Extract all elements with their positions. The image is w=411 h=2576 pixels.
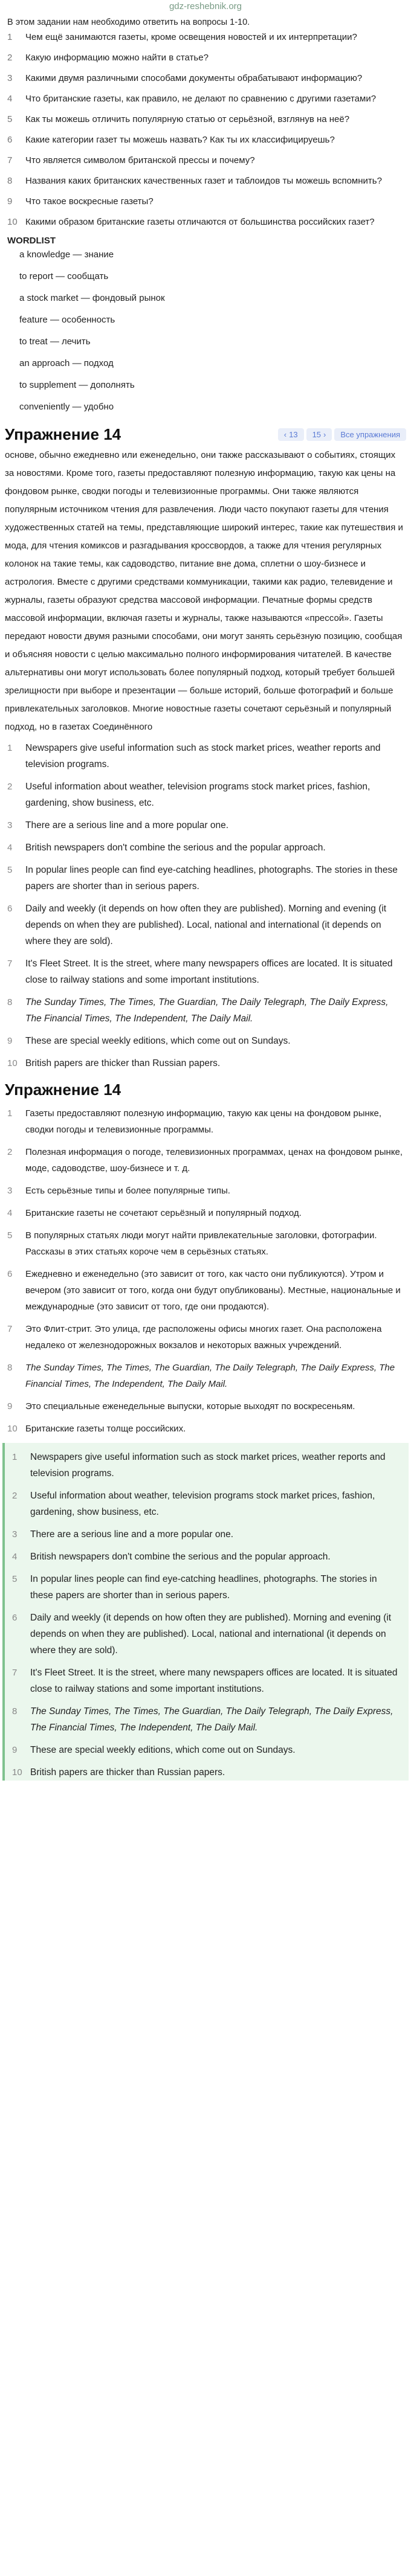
item-text: These are special weekly editions, which come out on Sundays.	[30, 1745, 296, 1755]
item-number: 10	[7, 1424, 18, 1434]
item-number: 7	[12, 1668, 18, 1678]
list-item	[7, 30, 404, 45]
item-text: In popular lines people can find eye-catching headlines, photographs. The stories in these papers are shorter than in serious papers.	[30, 1574, 377, 1601]
list-item	[12, 1571, 401, 1604]
list-item	[7, 1321, 404, 1354]
item-number: 10	[12, 1767, 22, 1778]
question-list	[0, 30, 411, 230]
translation-text: основе, обычно ежедневно или еженедельно, они также рассказывают о событиях, стоящих за новостями. Кроме того, газеты предоставляют полезную информацию, такую как цены на фондовом рынке, сводки погоды и телевизионные программы. Они также являются популярным источником чтения для развлечения. Люди часто покупают газеты для чтения художественных статей на темы, представляющие широкий интерес, такие как путешествия и мода, для чтения комиксов и разгадывания кроссвордов, а также для чтения регулярных колонок на такие темы, как садоводство, питание вне дома, сплетни о шоу-бизнесе и астрология. Вместе с другими средствами коммуникации, такими как радио, телевидение и журналы, газеты образуют средства массовой информации. Печатные формы средств массовой информации, включая газеты и журналы, также называются «прессой». Газеты передают новости двумя разными способами, они могут занять серьёзную позицию, сообщая и объясняя новости с целью максимально полного информирования читателей. В качестве альтернативы они могут использовать более популярный подход, который требует большей зрелищности при выборе и презентации — больше историй, больше фотографий и больше привлекательных заголовков. Многие новостные газеты сочетают серьёзный и популярный подход, но в газетах Соединённого	[5, 450, 403, 732]
intro-text: В этом задании нам необходимо ответить на вопросы 1-10.	[7, 18, 250, 27]
list-item: to supplement — дополнять	[19, 380, 135, 390]
list-item	[7, 51, 404, 65]
item-text: Какие категории газет ты можешь назвать? Как ты их классифицируешь?	[25, 135, 335, 145]
item-text: Есть серьёзные типы и более популярные типы.	[25, 1186, 230, 1196]
item-number: 5	[7, 114, 13, 124]
item-number: 2	[12, 1491, 18, 1501]
item-number: 9	[12, 1745, 18, 1755]
item-number: 1	[7, 743, 13, 753]
list-item	[12, 1742, 401, 1758]
item-number: 3	[7, 1186, 13, 1196]
item-number: 1	[12, 1452, 18, 1462]
list-item	[7, 153, 404, 168]
item-number: 4	[7, 1208, 13, 1218]
item-text: Какую информацию можно найти в статье?	[25, 53, 209, 63]
item-text: В популярных статьях люди могут найти привлекательные заголовки, фотографии. Рассказы в этих статьях короче чем в серьёзных статьях.	[25, 1230, 377, 1257]
all-exercises-button[interactable]: Все упражнения	[334, 428, 406, 441]
item-text: There are a serious line and a more popular one.	[25, 820, 229, 830]
item-number: 2	[7, 53, 13, 63]
exercise-header	[0, 422, 411, 446]
answer-list-en-2	[5, 1449, 409, 1781]
item-number: 9	[7, 196, 13, 207]
item-number: 8	[7, 997, 13, 1007]
list-item	[7, 956, 404, 988]
item-text: It's Fleet Street. It is the street, where many newspapers offices are located. It is situated close to railway stations and some important institutions.	[30, 1668, 398, 1694]
list-item: to report — сообщать	[19, 271, 109, 281]
item-text: Что британские газеты, как правило, не делают по сравнению с другими газетами?	[25, 94, 377, 104]
exercise-title: Упражнение 14	[5, 1080, 121, 1099]
item-number: 5	[12, 1574, 18, 1584]
list-item	[12, 1665, 401, 1697]
item-text: Британские газеты толще российских.	[25, 1424, 186, 1434]
chevron-left-icon: ‹	[283, 429, 287, 439]
answer-list-en	[0, 740, 411, 1071]
item-text: Какими двумя различными способами документы обрабатывают информацию?	[25, 73, 363, 83]
item-number: 6	[7, 135, 13, 145]
item-number: 6	[12, 1613, 18, 1623]
item-text: Названия каких британских качественных газет и таблоидов ты можешь вспомнить?	[25, 176, 382, 186]
item-number: 6	[7, 904, 13, 914]
list-item: a stock market — фондовый рынок	[19, 293, 165, 303]
item-text: Что является символом британской прессы и почему?	[25, 155, 255, 165]
item-text: The Sunday Times, The Times, The Guardian, The Daily Telegraph, The Daily Express, The Financial Times, The Independent, The Daily Mail.	[30, 1706, 393, 1733]
item-text: British newspapers don't combine the serious and the popular approach.	[25, 843, 326, 853]
item-number: 10	[7, 1058, 18, 1068]
item-number: 7	[7, 155, 13, 165]
item-text: Как ты можешь отличить популярную статью от серьёзной, взглянув на неё?	[25, 114, 350, 124]
item-number: 9	[7, 1036, 13, 1046]
item-number: 4	[12, 1552, 18, 1562]
list-item	[7, 740, 404, 772]
answer-list-ru	[0, 1105, 411, 1437]
list-item	[7, 862, 404, 895]
next-exercise-button[interactable]	[306, 428, 332, 441]
item-number: 5	[7, 1230, 13, 1241]
list-item	[7, 1144, 404, 1177]
list-item	[7, 1421, 404, 1437]
list-item	[7, 92, 404, 106]
item-text: Daily and weekly (it depends on how often they are published). Morning and evening (it depends on when they are published). Local, national and international (it depends on where they are sold).	[30, 1613, 392, 1656]
item-text: British newspapers don't combine the serious and the popular approach.	[30, 1552, 331, 1562]
list-item: conveniently — удобно	[19, 402, 114, 412]
list-item	[7, 1105, 404, 1138]
list-item	[7, 1360, 404, 1392]
list-item	[7, 840, 404, 856]
item-text: It's Fleet Street. It is the street, where many newspapers offices are located. It is situated close to railway stations and some important institutions.	[25, 959, 393, 985]
item-number: 3	[7, 820, 13, 830]
list-item	[7, 1183, 404, 1199]
item-text: Ежедневно и еженедельно (это зависит от того, как часто они публикуются). Утром и вечером (это зависит от того, когда они будут опубликованы). Местные, национальные и международные (это зависит от того, где они продаются).	[25, 1269, 401, 1312]
item-number: 2	[7, 1147, 13, 1157]
item-number: 3	[12, 1529, 18, 1540]
item-text: These are special weekly editions, which come out on Sundays.	[25, 1036, 291, 1046]
exercise-header-2	[0, 1078, 411, 1102]
item-text: Daily and weekly (it depends on how often they are published). Morning and evening (it depends on when they are published). Local, national and international (it depends on where they are sold).	[25, 904, 387, 946]
item-text: Чем ещё занимаются газеты, кроме освещения новостей и их интерпретации?	[25, 32, 357, 42]
item-number: 8	[12, 1706, 18, 1717]
item-number: 7	[7, 959, 13, 969]
list-item	[7, 1055, 404, 1071]
item-number: 2	[7, 782, 13, 792]
item-number: 6	[7, 1269, 13, 1279]
item-number: 5	[7, 865, 13, 875]
list-item	[7, 1205, 404, 1221]
list-item	[12, 1449, 401, 1482]
list-item: a knowledge — знание	[19, 249, 114, 260]
list-item	[12, 1549, 401, 1565]
list-item	[7, 1227, 404, 1260]
list-item	[7, 194, 404, 209]
item-number: 1	[7, 1108, 13, 1119]
item-number: 3	[7, 73, 13, 83]
list-item	[7, 901, 404, 949]
item-text: British papers are thicker than Russian papers.	[30, 1767, 225, 1778]
list-item	[7, 1398, 404, 1415]
item-text: Что такое воскресные газеты?	[25, 196, 154, 207]
item-text: Это Флит-стрит. Это улица, где расположены офисы многих газет. Она расположена недалеко от железнодорожных вокзалов и некоторых важных учреждений.	[25, 1324, 382, 1351]
item-number: 9	[7, 1401, 13, 1412]
item-text: Useful information about weather, television programs stock market prices, fashion, gardening, show business, etc.	[25, 782, 371, 808]
wordlist	[0, 248, 411, 414]
item-number: 10	[7, 217, 18, 227]
item-text: The Sunday Times, The Times, The Guardian, The Daily Telegraph, The Daily Express, The Financial Times, The Independent, The Daily Mail.	[25, 1363, 395, 1389]
exercise-title: Упражнение 14	[5, 425, 121, 443]
list-item	[7, 779, 404, 811]
item-text: Newspapers give useful information such as stock market prices, weather reports and television programs.	[30, 1452, 386, 1479]
list-item	[7, 1033, 404, 1049]
chevron-right-icon: ›	[323, 429, 326, 439]
wordlist-title: WORDLIST	[7, 236, 56, 246]
item-text: The Sunday Times, The Times, The Guardian, The Daily Telegraph, The Daily Express, The Financial Times, The Independent, The Daily Mail.	[25, 997, 389, 1024]
list-item	[12, 1703, 401, 1736]
item-text: Британские газеты не сочетают серьёзный и популярный подход.	[25, 1208, 302, 1218]
item-text: Это специальные еженедельные выпуски, которые выходят по воскресеньям.	[25, 1401, 355, 1412]
item-text: In popular lines people can find eye-catching headlines, photographs. The stories in these papers are shorter than in serious papers.	[25, 865, 398, 891]
item-number: 4	[7, 843, 13, 853]
prev-exercise-button[interactable]	[278, 428, 304, 441]
list-item	[7, 133, 404, 147]
item-number: 8	[7, 176, 13, 186]
list-item	[12, 1526, 401, 1543]
list-item: an approach — подход	[19, 358, 114, 368]
item-text: Газеты предоставляют полезную информацию, такую как цены на фондовом рынке, сводки погоды и телевизионные программы.	[25, 1108, 382, 1135]
list-item: to treat — лечить	[19, 336, 91, 347]
exercise-pager	[278, 428, 406, 441]
next-label: 15	[312, 429, 322, 439]
item-number: 1	[7, 32, 13, 42]
prev-label: 13	[289, 429, 298, 439]
site-header[interactable]: gdz-reshebnik.org	[169, 1, 242, 11]
item-text: Newspapers give useful information such as stock market prices, weather reports and television programs.	[25, 743, 381, 769]
item-number: 7	[7, 1324, 13, 1334]
item-text: Какими образом британские газеты отличаются от большинства российских газет?	[25, 217, 375, 227]
list-item	[7, 174, 404, 188]
list-item	[12, 1764, 401, 1781]
list-item	[7, 994, 404, 1027]
list-item: feature — особенность	[19, 315, 115, 325]
list-item	[7, 112, 404, 127]
item-text: Полезная информация о погоде, телевизионных программах, ценах на фондовом рынке, моде, садоводстве, шоу-бизнесе и т. д.	[25, 1147, 403, 1174]
item-number: 8	[7, 1363, 13, 1373]
list-item	[7, 1266, 404, 1315]
list-item	[12, 1610, 401, 1659]
item-number: 4	[7, 94, 13, 104]
list-item	[7, 71, 404, 86]
list-item	[12, 1488, 401, 1520]
item-text: Useful information about weather, television programs stock market prices, fashion, gardening, show business, etc.	[30, 1491, 375, 1517]
list-item	[7, 215, 404, 230]
item-text: British papers are thicker than Russian papers.	[25, 1058, 221, 1068]
list-item	[7, 817, 404, 834]
answer-box	[2, 1443, 409, 1781]
item-text: There are a serious line and a more popular one.	[30, 1529, 234, 1540]
